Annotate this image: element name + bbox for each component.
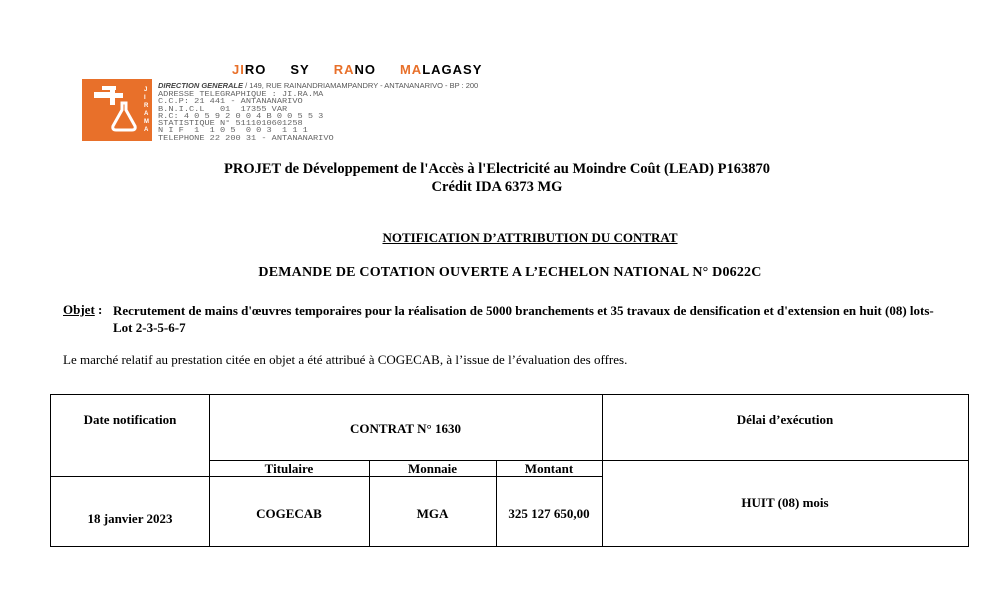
delai-header: Délai d’exécution [736,412,834,427]
letterhead-detail-line: ADRESSE TELEGRAPHIQUE : JI.RA.MA [158,91,324,99]
project-title [0,160,994,196]
request-title: DEMANDE DE COTATION OUVERTE A L’ECHELON NATIONAL N° D0622C [258,265,762,280]
objet-colon: : [94,302,103,317]
name-part: MA [399,62,423,77]
letterhead-detail-line: N I F 1 1 0 5 0 0 3 1 1 1 [158,127,308,136]
company-logo [82,79,152,141]
project-title-line1: PROJET de Développement de l'Accès à l'Electricité au Moindre Coût (LEAD) P163870 [224,161,770,177]
organization-name [232,62,482,77]
direction-line [158,81,478,90]
montant-value: 325 127 650,00 [508,506,590,521]
objet-label-text: Objet [63,302,95,317]
delai-value: HUIT (08) mois [741,495,829,510]
letterhead-detail-line: TELEPHONE 22 200 31 - ANTANANARIVO [158,134,334,143]
letterhead-detail-line: C.C.P: 21 441 - ANTANANARIVO [158,98,303,107]
letterhead-detail-line: R.C: 4 0 5 9 2 0 0 4 B 0 0 5 5 3 [158,112,324,121]
letterhead-details [158,92,334,143]
name-part: JI [232,62,245,77]
project-title-line2: Crédit IDA 6373 MG [431,179,563,195]
name-part: SY [290,62,310,77]
logo-letter: I [144,95,146,101]
monnaie-header: Monnaie [407,461,458,476]
montant-header: Montant [524,461,574,476]
logo-letter: J [144,87,148,93]
logo-letter: A [144,111,149,117]
name-part: NO [354,62,376,77]
titulaire-value: COGECAB [256,506,322,521]
logo-letter: R [144,103,149,109]
award-statement: Le marché relatif au prestation citée en objet a été attribué à COGECAB, à l’issue de l’évaluation des offres. [63,352,628,367]
direction-label: DIRECTION GENERALE [158,81,244,90]
name-part: RA [333,62,355,77]
objet-label [63,302,102,318]
logo-letter: M [144,119,149,125]
contract-table [50,394,969,547]
logo-letter: A [144,127,149,133]
objet-text: Recrutement de mains d'œuvres temporaires pour la réalisation de 5000 branchements et 35 travaux de densification et d'extension en huit (08) lots- Lot 2-3-5-6-7 [113,303,934,335]
letterhead-detail-line: STATISTIQUE N° 5111010601258 [158,120,303,129]
name-part: LAGASY [422,62,483,77]
contract-number-header: CONTRAT N° 1630 [350,421,461,436]
monnaie-value: MGA [416,506,449,521]
jirama-logo-icon [82,79,152,141]
notification-title: NOTIFICATION D’ATTRIBUTION DU CONTRAT [382,230,678,245]
letterhead-detail-line: B.N.I.C.L 01 17355 VAR [158,105,288,114]
date-notification-value: 18 janvier 2023 [87,511,173,526]
direction-address: / 149, RUE RAINANDRIAMAMPANDRY - ANTANANARIVO - BP : 200 [245,81,479,90]
titulaire-header: Titulaire [264,461,314,476]
date-notification-header: Date notification [83,412,177,427]
name-part: RO [244,62,267,77]
